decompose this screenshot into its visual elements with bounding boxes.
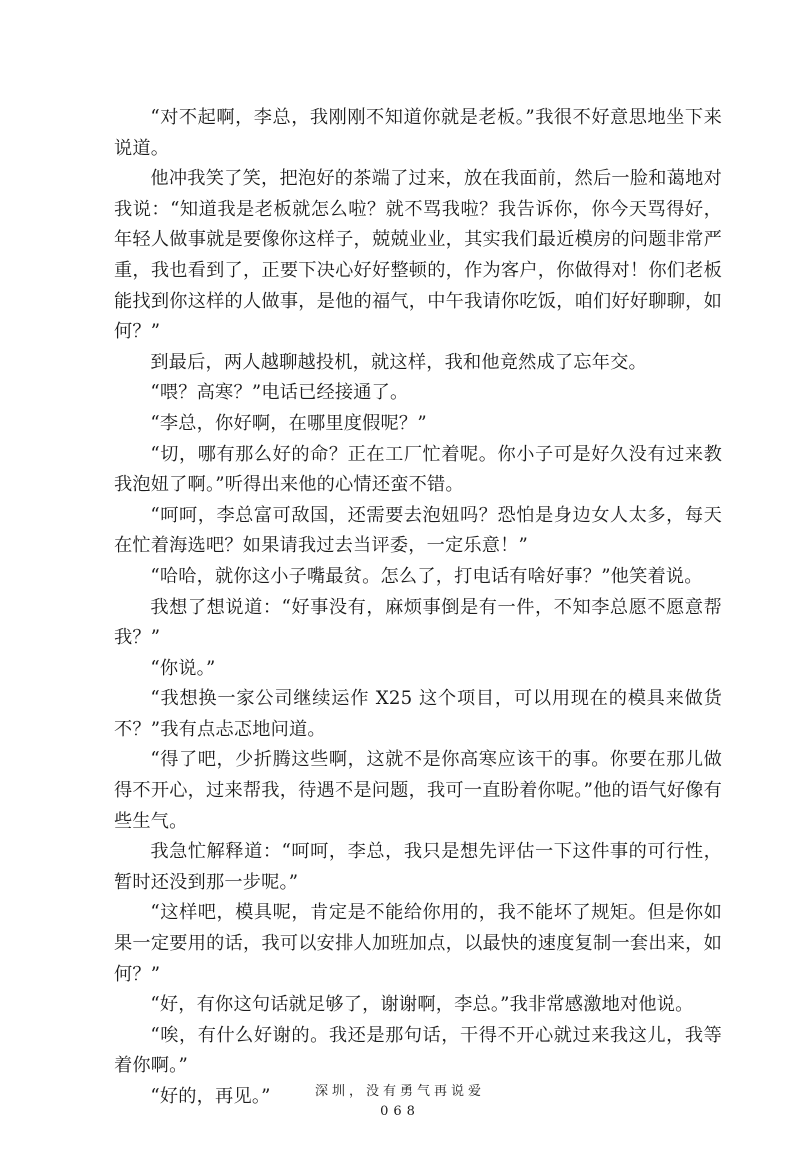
paragraph: 我急忙解释道：“呵呵，李总，我只是想先评估一下这件事的可行性，暂时还没到那一步呢。” [114, 841, 722, 893]
paragraph: “你说。” [150, 657, 216, 679]
page-number: 068 [380, 1104, 420, 1119]
paragraph: “好，有你这句话就足够了，谢谢啊，李总。”我非常感激地对他说。 [150, 994, 694, 1016]
body-text [114, 103, 722, 1113]
paragraph: “哈哈，就你这小子嘴最贫。怎么了，打电话有啥好事？”他笑着说。 [150, 565, 703, 587]
paragraph: “唉，有什么好谢的。我还是那句话，干得不开心就过来我这儿，我等着你啊。” [114, 1024, 722, 1077]
paragraph: 他冲我笑了笑，把泡好的茶端了过来，放在我面前，然后一脸和蔼地对我说：“知道我是老板就怎么啦？就不骂我啦？我告诉你，你今天骂得好，年轻人做事就是要像你这样子，兢兢业业，其实我们最近模房的问题非常严重，我也看到了，正要下决心好好整顿的，作为客户，你做得对！你们老板能找到你这样的人做事，是他的福气，中午我请你吃饭，咱们好好聊聊，如何？” [114, 168, 722, 343]
paragraph: “切，哪有那么好的命？正在工厂忙着呢。你小子可是好久没有过来教我泡妞了啊。”听得出来他的心情还蛮不错。 [114, 443, 722, 496]
book-title-footer: 深圳，没有勇气再说爱 [314, 1084, 485, 1099]
paragraph: “我想换一家公司继续运作 X25 这个项目，可以用现在的模具来做货不？”我有点忐忑地问道。 [114, 688, 722, 740]
paragraph: 我想了想说道：“好事没有，麻烦事倒是有一件，不知李总愿不愿意帮我？” [114, 596, 722, 649]
paragraph: “对不起啊，李总，我刚刚不知道你就是老板。”我很不好意思地坐下来说道。 [114, 107, 722, 159]
paragraph: “这样吧，模具呢，肯定是不能给你用的，我不能坏了规矩。但是你如果一定要用的话，我可以安排人加班加点，以最快的速度复制一套出来，如何？” [114, 902, 722, 985]
paragraph: “喂？高寒？”电话已经接通了。 [150, 382, 409, 404]
paragraph: “呵呵，李总富可敌国，还需要去泡妞吗？恐怕是身边女人太多，每天在忙着海选吧？如果请我过去当评委，一定乐意！” [114, 504, 722, 557]
paragraph: “李总，你好啊，在哪里度假呢？” [150, 412, 427, 434]
paragraph: “好的，再见。” [150, 1086, 271, 1107]
paragraph: 到最后，两人越聊越投机，就这样，我和他竟然成了忘年交。 [150, 351, 647, 373]
paragraph: “得了吧，少折腾这些啊，这就不是你高寒应该干的事。你要在那儿做得不开心，过来帮我，待遇不是问题，我可一直盼着你呢。”他的语气好像有些生气。 [114, 749, 722, 832]
